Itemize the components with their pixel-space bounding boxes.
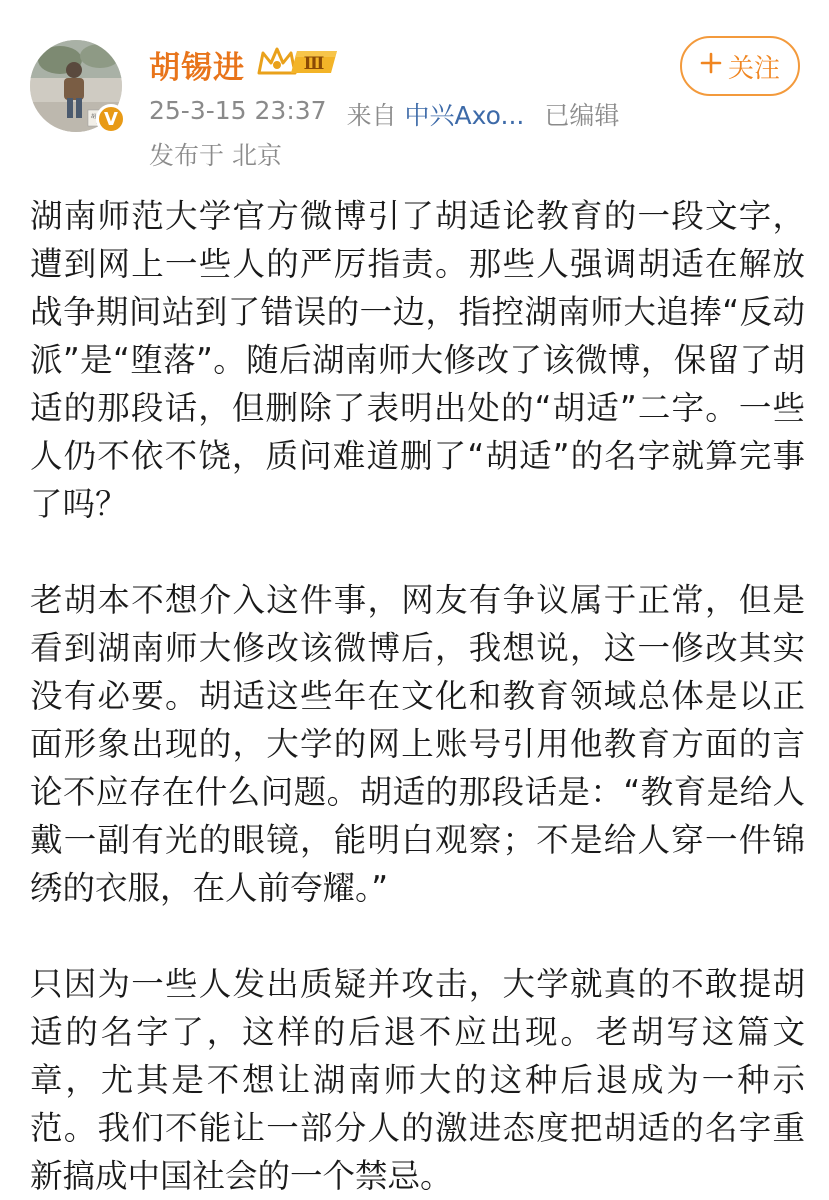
plus-icon [700, 50, 722, 80]
author-name[interactable]: 胡锡进 [149, 49, 245, 86]
post-timestamp: 25-3-15 23:37 [149, 96, 327, 125]
follow-button[interactable] [680, 36, 800, 96]
avatar[interactable] [30, 40, 122, 132]
post-header [0, 0, 829, 180]
source-prefix: 来自 [346, 101, 397, 130]
vip-crown-badge-icon[interactable] [255, 45, 343, 83]
vip-level-label: Ⅲ [303, 54, 325, 74]
post-paragraph-2: 老胡本不想介入这件事，网友有争议属于正常，但是看到湖南师大修改该微博后，我想说，这一修改其实没有必要。胡适这些年在文化和教育领域总体是以正面形象出现的，大学的网上账号引用他教育方面的言论不应存在什么问题。胡适的那段话是：“教育是给人戴一副有光的眼镜，能明白观察；不是给人穿一件锦绣的衣服，在人前夸耀。” [30, 581, 805, 907]
post-paragraph-3: 只因为一些人发出质疑并攻击，大学就真的不敢提胡适的名字了，这样的后退不应出现。老胡写这篇文章，尤其是不想让湖南师大的这种后退成为一种示范。我们不能让一部分人的激进态度把胡适的名字重新搞成中国社会的一个禁忌。 [30, 965, 805, 1195]
svg-text:胡: 胡 [91, 114, 97, 120]
post-paragraph-1: 湖南师范大学官方微博引了胡适论教育的一段文字，遭到网上一些人的严厉指责。那些人强调胡适在解放战争期间站到了错误的一边，指控湖南师大追捧“反动派”是“堕落”。随后湖南师大修改了该微博，保留了胡适的那段话，但删除了表明出处的“胡适”二字。一些人仍不依不饶，质问难道删了“胡适”的名字就算完事了吗？ [30, 197, 805, 523]
post-location: 发布于 北京 [149, 141, 282, 170]
follow-label: 关注 [727, 53, 780, 84]
author-row [149, 42, 343, 86]
post-source [347, 96, 525, 132]
verified-badge-icon: V [96, 104, 126, 134]
post-content [30, 192, 805, 1200]
post-meta [149, 96, 619, 132]
edited-label[interactable]: 已编辑 [544, 101, 620, 130]
source-app-link[interactable]: 中兴Axo... [404, 101, 525, 130]
